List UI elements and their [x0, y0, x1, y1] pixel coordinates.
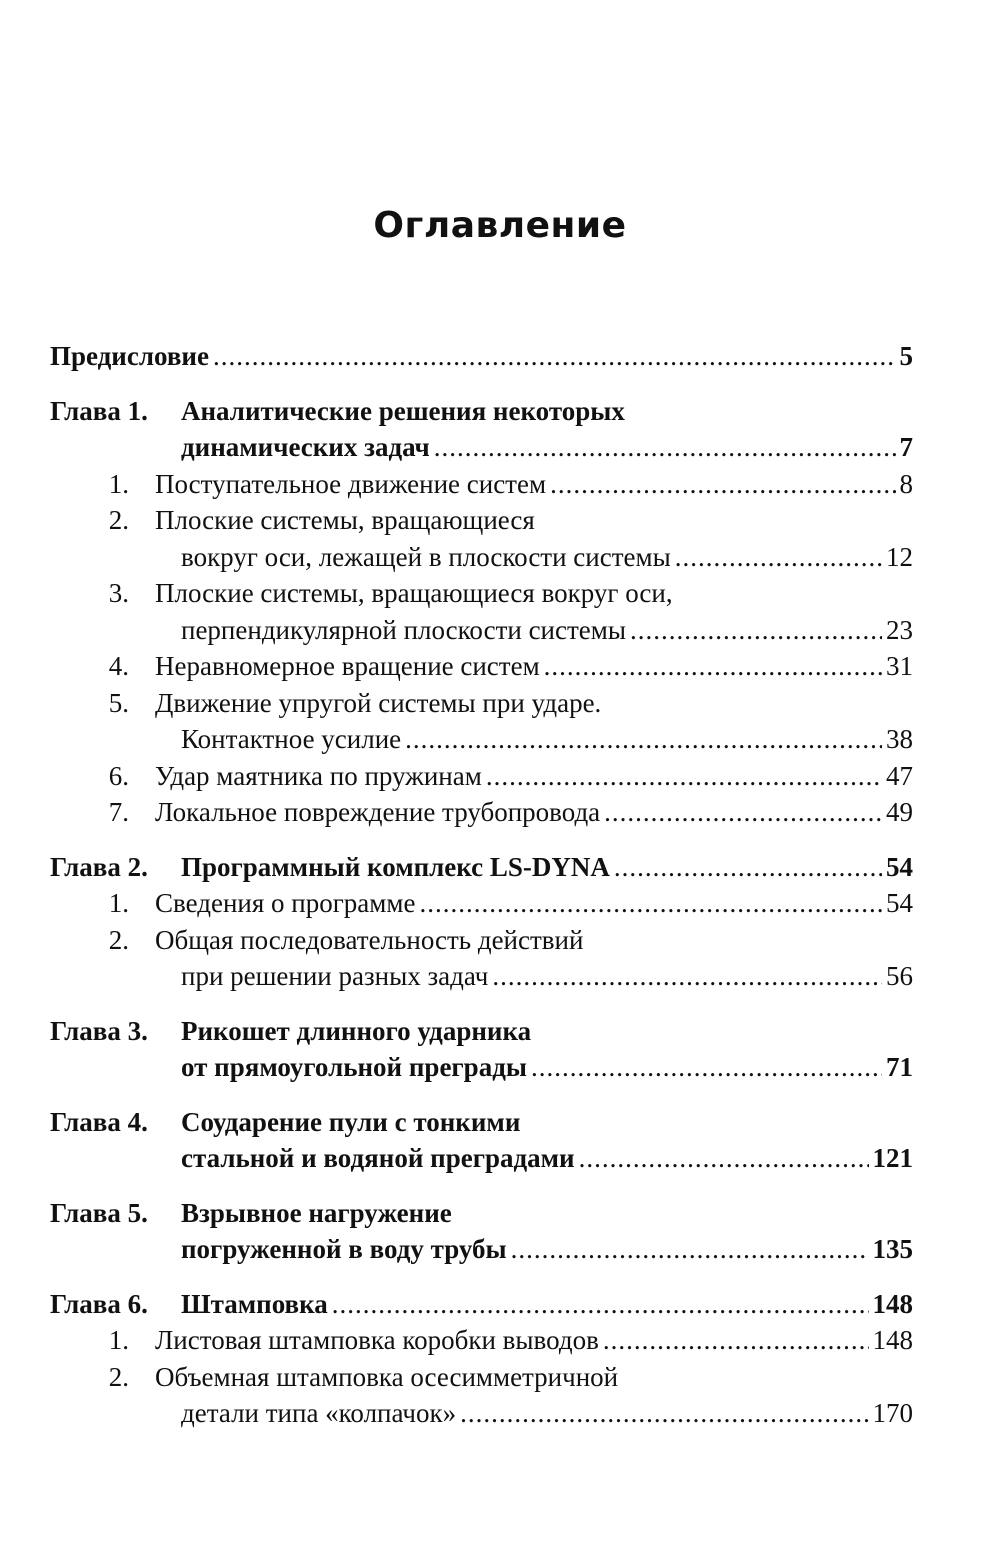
toc-entry-section-1-4[interactable]	[50, 648, 913, 685]
dot-leader	[332, 1286, 869, 1323]
dot-leader	[213, 338, 896, 375]
dot-leader	[492, 958, 882, 995]
page-number: 148	[872, 1325, 913, 1355]
section-number: 1.	[108, 468, 129, 499]
toc-entry-chapter-5[interactable]	[50, 1195, 913, 1268]
entry-title: Плоские системы, вращающиеся вокруг оси,	[155, 578, 673, 608]
toc-entry-section-1-3[interactable]	[50, 575, 913, 648]
page-number: 135	[872, 1234, 913, 1264]
dot-leader	[419, 885, 882, 922]
page-title: Оглавление	[373, 205, 627, 247]
entry-title: Плоские системы, вращающиеся	[155, 505, 535, 535]
chapter-label: Глава 4.	[50, 1106, 148, 1137]
section-number: 3.	[108, 578, 129, 608]
page-number: 148	[872, 1288, 913, 1319]
chapter-label: Глава 1.	[50, 395, 148, 426]
page-number: 71	[886, 1052, 913, 1082]
page-number: 12	[886, 541, 913, 572]
chapter-label: Глава 5.	[50, 1197, 148, 1228]
dot-leader	[460, 1395, 868, 1432]
entry-title: Взрывное нагружение	[181, 1197, 452, 1228]
toc-entry-section-2-1[interactable]	[50, 885, 913, 922]
entry-title: Объемная штамповка осесимметричной	[155, 1361, 619, 1392]
dot-leader	[434, 429, 896, 466]
page-number: 49	[886, 797, 913, 827]
entry-title: Поступательное движение систем	[155, 468, 547, 499]
page-number: 121	[872, 1143, 913, 1173]
section-number: 2.	[108, 505, 129, 535]
toc-entry-chapter-6[interactable]	[50, 1286, 913, 1323]
toc-entry-section-6-1[interactable]	[50, 1322, 913, 1359]
page-number: 54	[886, 851, 913, 882]
toc-entry-section-1-6[interactable]	[50, 758, 913, 795]
chapter-label: Глава 2.	[50, 851, 148, 882]
page-number: 38	[886, 724, 913, 754]
page-number: 54	[886, 888, 913, 918]
entry-title-continued: динамических задач	[181, 432, 430, 462]
entry-title: Рикошет длинного ударника	[181, 1015, 532, 1046]
entry-title-continued: детали типа «колпачок»	[181, 1398, 457, 1428]
toc-entry-section-1-7[interactable]	[50, 794, 913, 831]
entry-title-continued: вокруг оси, лежащей в плоскости системы	[181, 541, 671, 572]
entry-title: Соударение пули с тонкими	[181, 1106, 521, 1137]
entry-title-continued: от прямоугольной преграды	[181, 1052, 527, 1082]
entry-title: Аналитические решения некоторых	[181, 395, 625, 426]
entry-title: Локальное повреждение трубопровода	[155, 797, 601, 827]
page-number: 56	[886, 961, 913, 991]
entry-title-continued: Контактное усилие	[181, 724, 402, 754]
entry-title: Сведения о программе	[155, 888, 416, 918]
section-number: 2.	[108, 924, 129, 955]
table-of-contents	[50, 338, 913, 1432]
dot-leader	[579, 1140, 869, 1177]
page-number: 7	[899, 432, 913, 462]
toc-entry-section-1-1[interactable]	[50, 466, 913, 503]
entry-title-continued: при решении разных задач	[181, 961, 489, 991]
dot-leader	[675, 539, 882, 576]
entry-title: Общая последовательность действий	[155, 924, 584, 955]
entry-title: Листовая штамповка коробки выводов	[155, 1325, 599, 1355]
entry-title: Предисловие	[50, 341, 209, 371]
dot-leader	[630, 612, 882, 649]
dot-leader	[405, 721, 882, 758]
entry-title: Программный комплекс LS-DYNA	[181, 851, 610, 882]
toc-entry-chapter-4[interactable]	[50, 1104, 913, 1177]
toc-entry-section-1-5[interactable]	[50, 685, 913, 758]
entry-title: Удар маятника по пружинам	[155, 760, 482, 791]
page-number: 170	[872, 1398, 913, 1428]
entry-title: Неравномерное вращение систем	[155, 651, 540, 681]
entry-title: Штамповка	[181, 1288, 328, 1319]
section-number: 1.	[108, 1325, 129, 1355]
entry-title-continued: перпендикулярной плоскости системы	[181, 614, 626, 645]
entry-title: Движение упругой системы при ударе.	[155, 687, 602, 718]
toc-entry-preface[interactable]	[50, 338, 913, 375]
toc-entry-chapter-3[interactable]	[50, 1013, 913, 1086]
toc-entry-section-6-2[interactable]	[50, 1359, 913, 1432]
dot-leader	[511, 1231, 869, 1268]
dot-leader	[531, 1049, 882, 1086]
page-number: 5	[899, 341, 913, 371]
dot-leader	[550, 466, 895, 503]
section-number: 2.	[108, 1361, 129, 1392]
dot-leader	[614, 849, 882, 886]
entry-title-continued: погруженной в воду трубы	[181, 1234, 507, 1264]
section-number: 7.	[108, 797, 129, 827]
chapter-label: Глава 3.	[50, 1015, 148, 1046]
toc-entry-section-1-2[interactable]	[50, 502, 913, 575]
dot-leader	[486, 758, 882, 795]
dot-leader	[544, 648, 882, 685]
section-number: 1.	[108, 888, 129, 918]
section-number: 6.	[108, 760, 129, 791]
entry-title-continued: стальной и водяной преградами	[181, 1143, 575, 1173]
toc-entry-chapter-2[interactable]	[50, 849, 913, 886]
chapter-label: Глава 6.	[50, 1288, 148, 1319]
section-number: 5.	[108, 687, 129, 718]
toc-entry-chapter-1[interactable]	[50, 393, 913, 466]
page-number: 47	[886, 760, 913, 791]
page-number: 23	[886, 614, 913, 645]
page-number: 8	[899, 468, 913, 499]
page-number: 31	[886, 651, 913, 681]
toc-entry-section-2-2[interactable]	[50, 922, 913, 995]
section-number: 4.	[108, 651, 129, 681]
dot-leader	[603, 1322, 869, 1359]
dot-leader	[604, 794, 882, 831]
